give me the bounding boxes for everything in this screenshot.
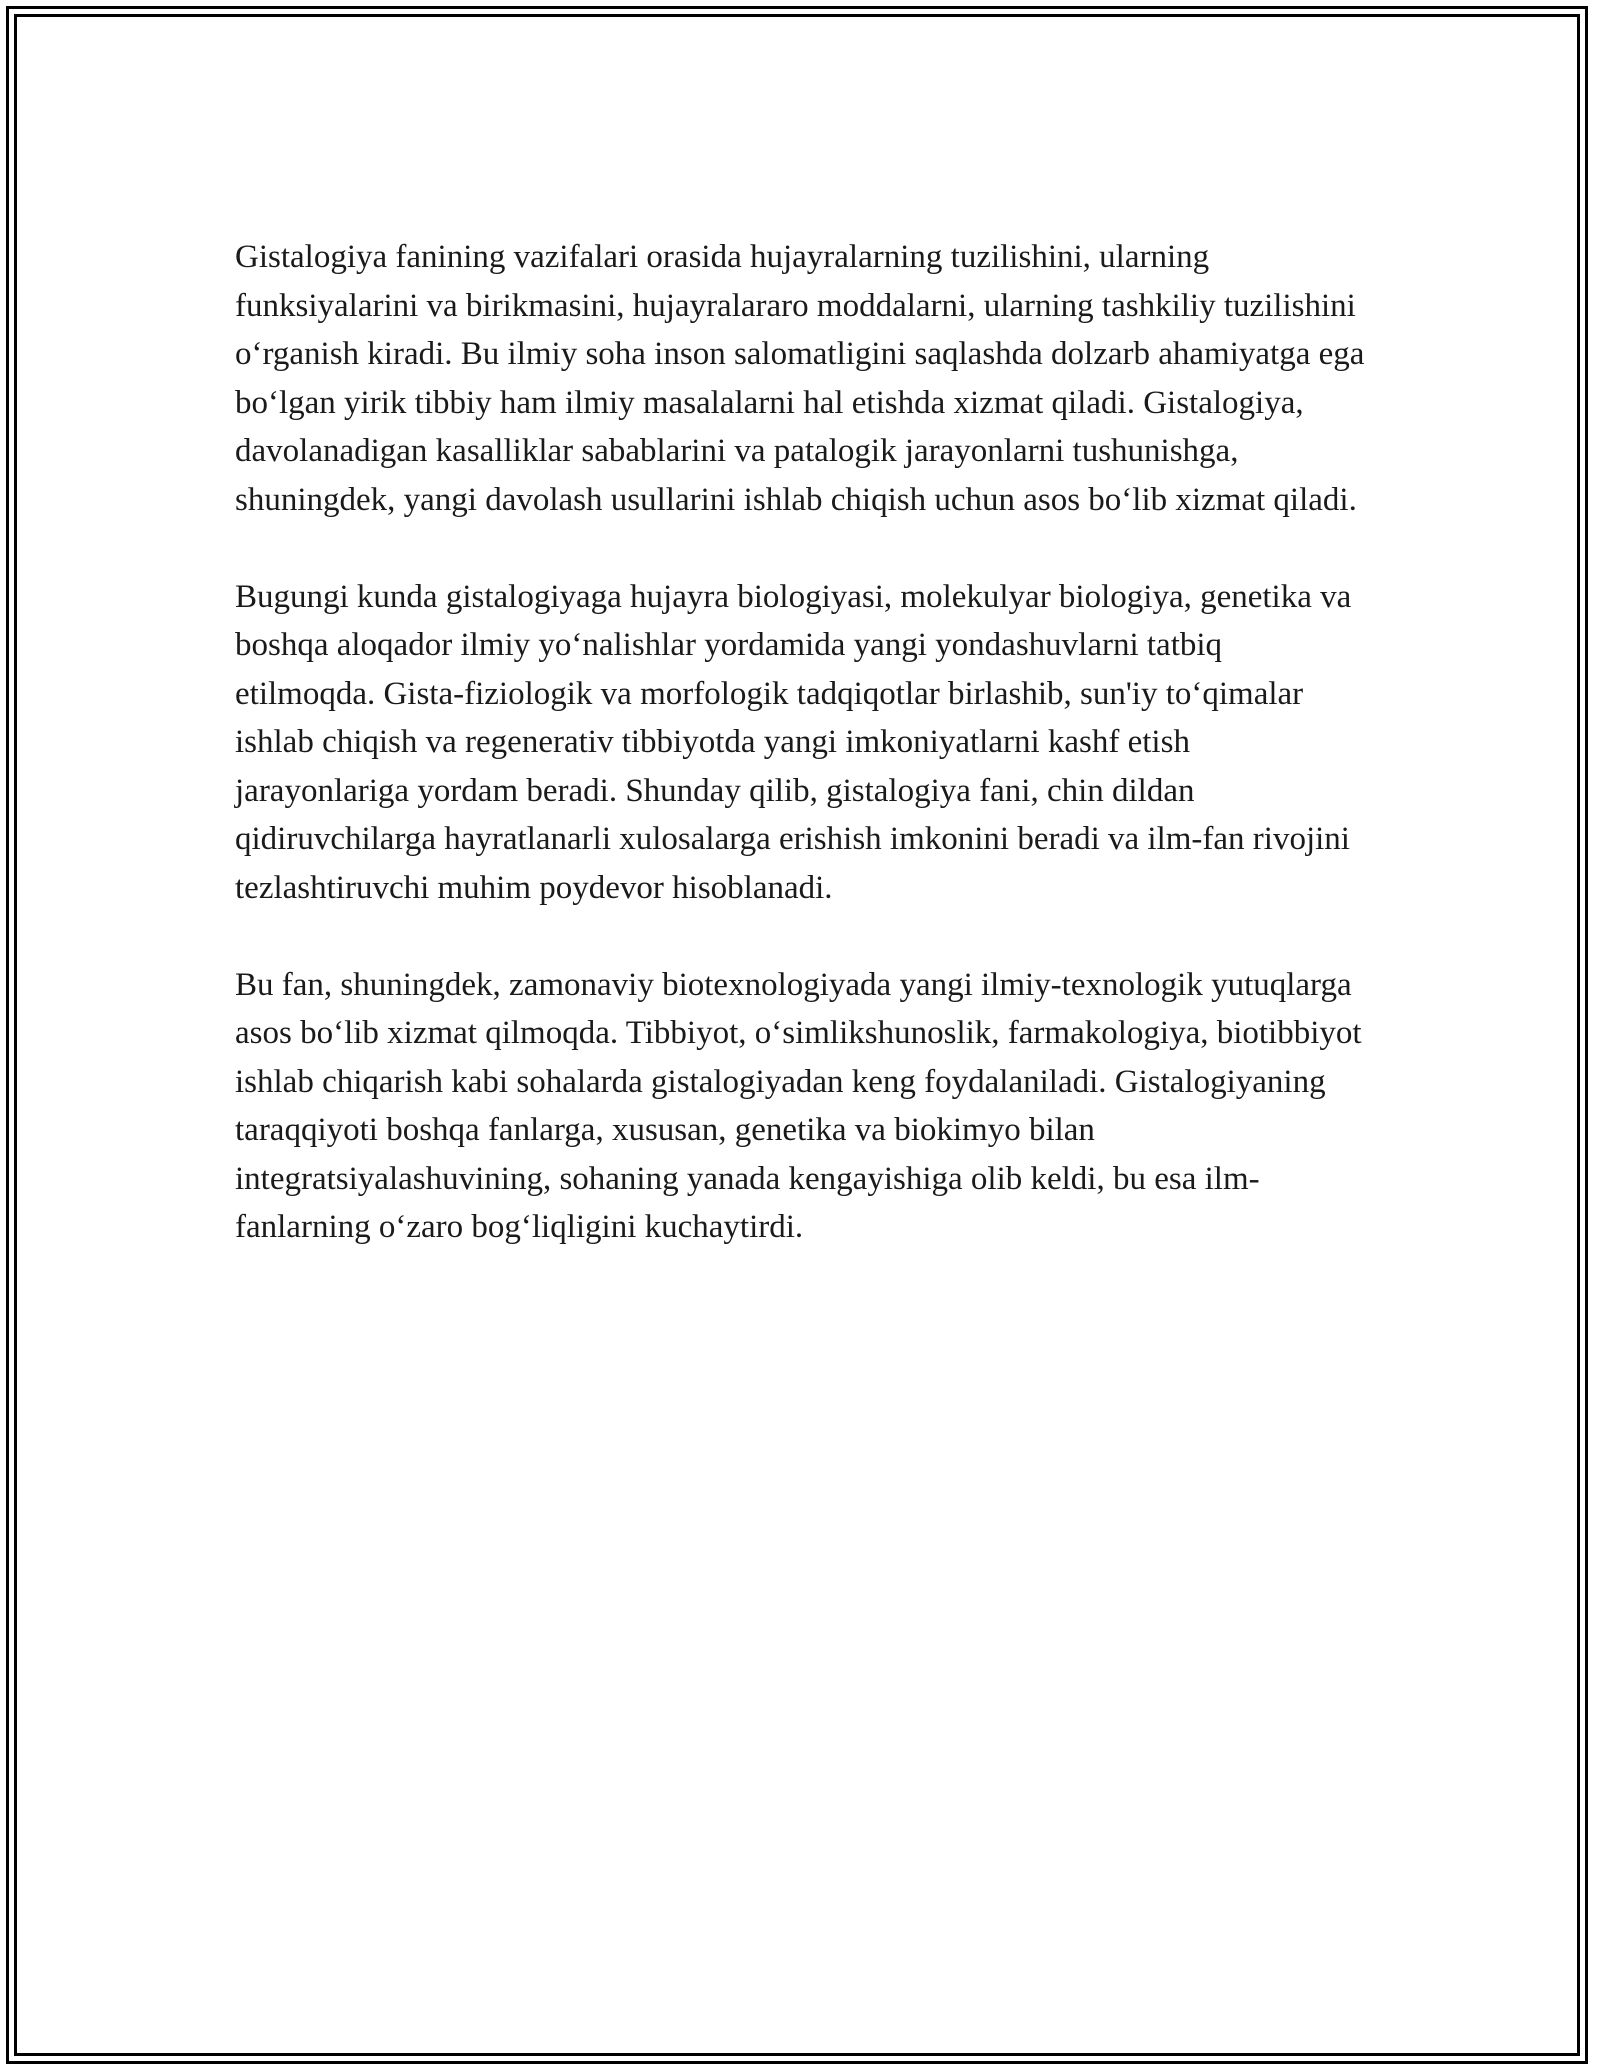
paragraph-2: Bugungi kunda gistalogiyaga hujayra biologiyasi, molekulyar biologiya, genetika va boshqa aloqador ilmiy yo‘nalishlar yordamida yangi yondashuvlarni tatbiq etilmoqda. Gista-fiziologik va morfologik tadqiqotlar birlashib, sun'iy to‘qimalar ishlab chiqish va regenerativ tibbiyotda yangi imkoniyatlarni kashf etish jarayonlariga yordam beradi. Shunday qilib, gistalogiya fani, chin dildan qidiruvchilarga hayratlanarli xulosalarga erishish imkonini beradi va ilm-fan rivojini tezlashtiruvchi muhim poydevor hisoblanadi. xyxy=(235,578,1352,906)
paragraph-3: Bu fan, shuningdek, zamonaviy biotexnologiyada yangi ilmiy-texnologik yutuqlarga asos bo‘lib xizmat qilmoqda. Tibbiyot, o‘simlikshunoslik, farmakologiya, biotibbiyot ishlab chiqarish kabi sohalarda gistalogiyadan keng foydalaniladi. Gistalogiyaning taraqqiyoti boshqa fanlarga, xususan, genetika va biokimyo bilan integratsiyalashuvining, sohaning yanada kengayishiga olib keldi, bu esa ilm-fanlarning o‘zaro bog‘liqligini kuchaytirdi. xyxy=(235,966,1362,1245)
document-body xyxy=(235,233,1365,1300)
paragraph-1: Gistalogiya fanining vazifalari orasida hujayralarning tuzilishini, ularning funksiyalarini va birikmasini, hujayralararo moddalarni, ularning tashkiliy tuzilishini o‘rganish kiradi. Bu ilmiy soha inson salomatligini saqlashda dolzarb ahamiyatga ega bo‘lgan yirik tibbiy ham ilmiy masalalarni hal etishda xizmat qiladi. Gistalogiya, davolanadigan kasalliklar sabablarini va patalogik jarayonlarni tushunishga, shuningdek, yangi davolash usullarini ishlab chiqish uchun asos bo‘lib xizmat qiladi. xyxy=(235,239,1365,518)
